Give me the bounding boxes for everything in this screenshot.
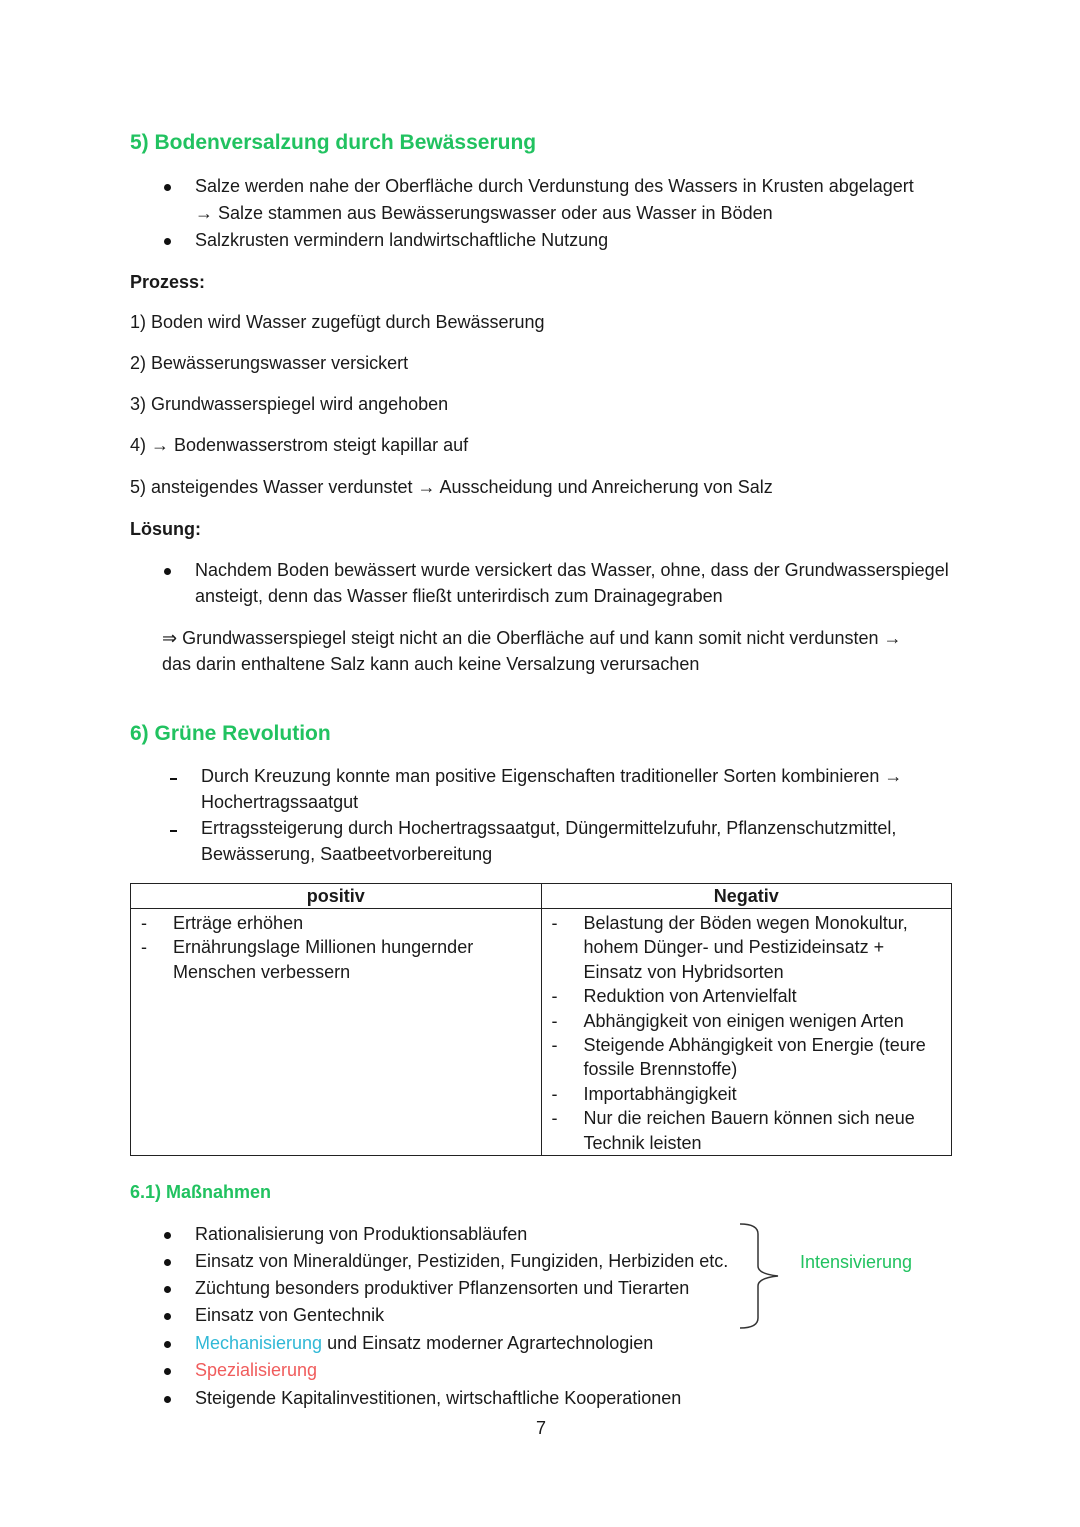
list-item: - Steigende Abhängigkeit von Energie (teure fossile Brennstoffe) [542, 1033, 952, 1082]
spezialisierung-highlight: Spezialisierung [195, 1360, 318, 1380]
text-line: Nachdem Boden bewässert wurde versickert das Wasser, ohne, dass der Grundwasserspiegel [195, 560, 949, 580]
pros-cons-table [130, 883, 952, 1156]
mechanisierung-rest: und Einsatz moderner Agrartechnologien [322, 1333, 654, 1353]
bullet [164, 1232, 171, 1239]
section-6-1-heading: 6.1) Maßnahmen [130, 1182, 272, 1202]
text-line: Hochertragssaatgut [201, 792, 359, 812]
list-item: - Nur die reichen Bauern können sich neue Technik leisten [542, 1106, 952, 1155]
text-line: Einsatz von Gentechnik [195, 1305, 385, 1325]
intensivierung-label: Intensivierung [800, 1252, 913, 1272]
list-item: - Importabhängigkeit [542, 1082, 952, 1106]
process-step: 1) Boden wird Wasser zugefügt durch Bewässerung [130, 312, 545, 332]
list-item: - Abhängigkeit von einigen wenigen Arten [542, 1009, 952, 1033]
table-header-positive: positiv [131, 884, 542, 909]
section-6-heading: 6) Grüne Revolution [130, 722, 331, 745]
text-line: Bewässerung, Saatbeetvorbereitung [201, 844, 493, 864]
text-line: Rationalisierung von Produktionsabläufen [195, 1224, 528, 1244]
table-header-negative: Negativ [541, 884, 952, 909]
list-item: - Belastung der Böden wegen Monokultur, hohem Dünger- und Pestizideinsatz + Einsatz von Hybridsorten [542, 911, 952, 984]
text-line: → Salze stammen aus Bewässerungswasser oder aus Wasser in Böden [195, 203, 773, 223]
bullet [164, 238, 171, 245]
section-5-heading: 5) Bodenversalzung durch Bewässerung [130, 131, 537, 154]
bullet [164, 1341, 171, 1348]
text-line: Durch Kreuzung konnte man positive Eigenschaften traditioneller Sorten kombinieren → [201, 766, 903, 786]
text-line: Züchtung besonders produktiver Pflanzensorten und Tierarten [195, 1278, 690, 1298]
bullet [164, 1313, 171, 1320]
list-item: - Reduktion von Artenvielfalt [542, 984, 952, 1008]
bullet [164, 568, 171, 575]
bullet [164, 1368, 171, 1375]
process-label: Prozess: [130, 272, 206, 292]
list-item: - Ernährungslage Millionen hungernder Menschen verbessern [131, 935, 541, 984]
bullet [164, 1286, 171, 1293]
bullet [164, 1396, 171, 1403]
bullet [164, 1259, 171, 1266]
text-line [195, 1333, 653, 1354]
dash-marker [170, 830, 177, 832]
page-number: 7 [535, 1418, 546, 1438]
process-step: 3) Grundwasserspiegel wird angehoben [130, 394, 449, 414]
process-step: 4) → Bodenwasserstrom steigt kapillar auf [130, 435, 469, 455]
bullet [164, 184, 171, 191]
conclusion-line: ⇒ Grundwasserspiegel steigt nicht an die Oberfläche auf und kann somit nicht verdunsten → [162, 628, 902, 648]
conclusion-line: das darin enthaltene Salz kann auch keine Versalzung verursachen [162, 654, 700, 674]
mechanisierung-highlight: Mechanisierung [195, 1333, 323, 1353]
text-line: Salze werden nahe der Oberfläche durch Verdunstung des Wassers in Krusten abgelagert [195, 176, 914, 196]
process-step: 5) ansteigendes Wasser verdunstet → Ausscheidung und Anreicherung von Salz [130, 477, 773, 497]
text-line: ansteigt, denn das Wasser fließt unterirdisch zum Drainagegraben [195, 586, 723, 606]
text-line: Steigende Kapitalinvestitionen, wirtschaftliche Kooperationen [195, 1388, 682, 1408]
negative-cell [541, 909, 952, 1156]
process-step: 2) Bewässerungswasser versickert [130, 353, 409, 373]
text-line: Salzkrusten vermindern landwirtschaftliche Nutzung [195, 230, 609, 250]
curly-brace-icon [738, 1222, 782, 1330]
text-line: Ertragssteigerung durch Hochertragssaatgut, Düngermittelzufuhr, Pflanzenschutzmittel, [201, 818, 897, 838]
text-line: Einsatz von Mineraldünger, Pestiziden, Fungiziden, Herbiziden etc. [195, 1251, 729, 1271]
solution-label: Lösung: [130, 519, 201, 539]
dash-marker [170, 778, 177, 780]
list-item: - Erträge erhöhen [131, 911, 541, 935]
positive-cell [131, 909, 542, 1156]
